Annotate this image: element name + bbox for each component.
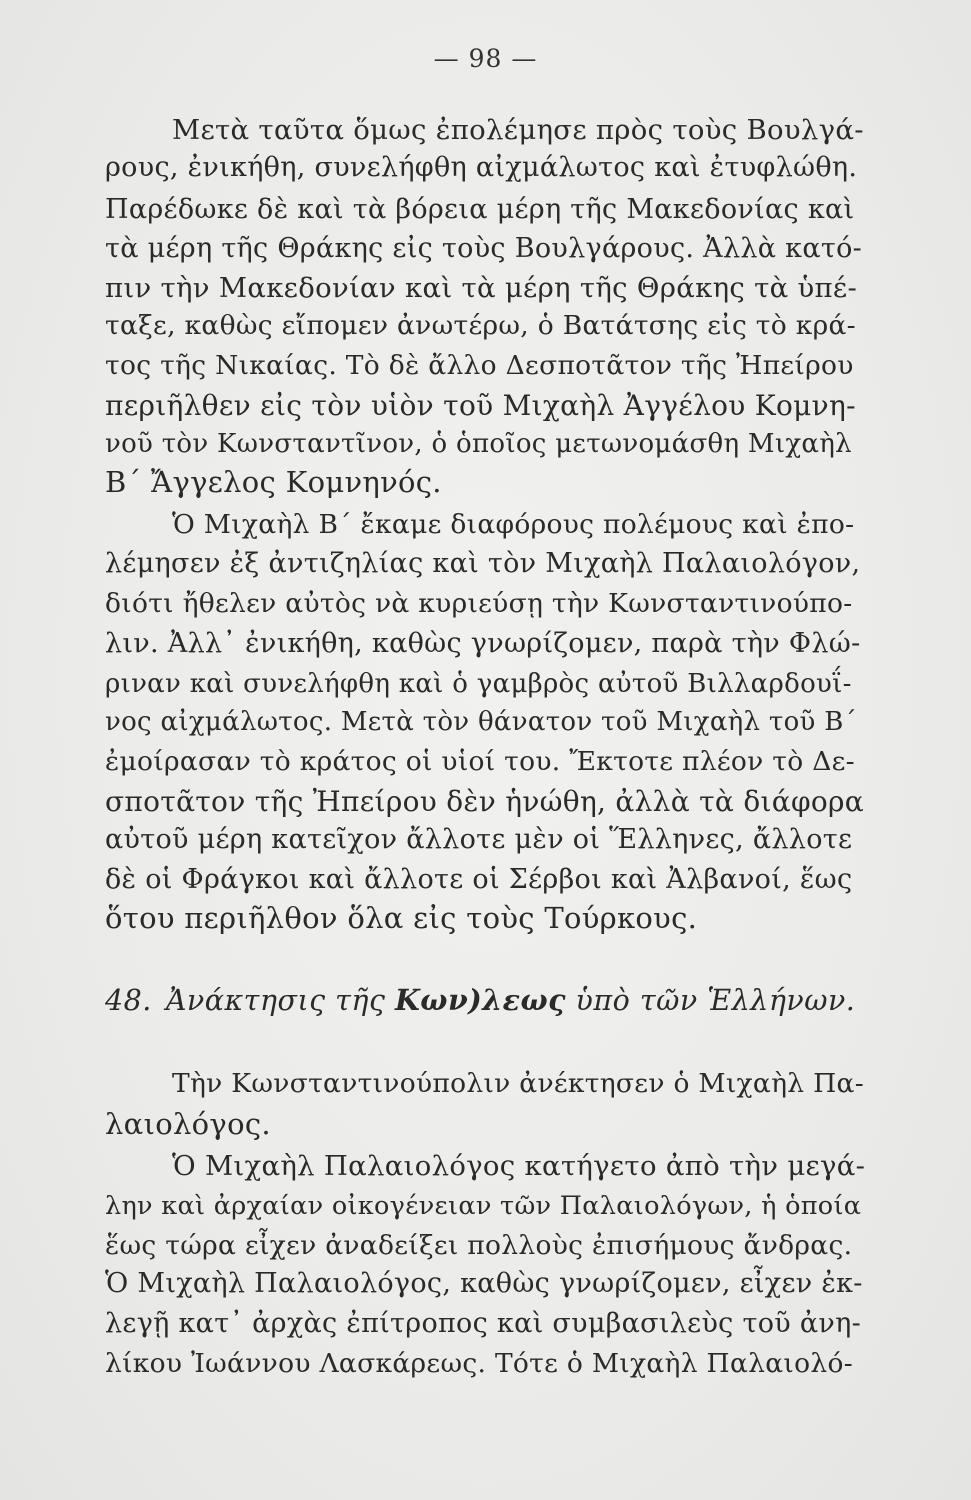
text-line: λίκου Ἰωάννου Λασκάρεως. Τότε ὁ Μιχαὴλ Παλαιολό- xyxy=(105,1348,853,1379)
text-line: νος αἰχμάλωτος. Μετὰ τὸν θάνατον τοῦ Μιχαὴλ τοῦ Β΄ xyxy=(105,707,857,737)
text-line: Ὁ Μιχαὴλ Παλαιολόγος, καθὼς γνωρίζομεν, εἶχεν ἐκ- xyxy=(105,1268,863,1299)
text-line: ὅτου περιῆλθον ὅλα εἰς τοὺς Τούρκους. xyxy=(105,901,698,935)
text-line: Ὁ Μιχαὴλ Β΄ ἔκαμε διαφόρους πολέμους καὶ ἐπο- xyxy=(172,509,855,540)
text-line: πιν τὴν Μακεδονίαν καὶ τὰ μέρη τῆς Θράκης τὰ ὑπέ- xyxy=(105,272,858,304)
section-title-part: Ἀνάκτησις τῆς xyxy=(165,984,396,1017)
text-line: Μετὰ ταῦτα ὅμως ἐπολέμησε πρὸς τοὺς Βουλγά- xyxy=(172,114,864,146)
section-title-abbreviation: Κων)λεως xyxy=(395,983,566,1017)
text-line: ριναν καὶ συνελήφθη καὶ ὁ γαμβρὸς αὐτοῦ Βιλλαρδουΐ- xyxy=(105,669,852,699)
text-line: τος τῆς Νικαίας. Τὸ δὲ ἄλλο Δεσποτᾶτον τῆς Ἠπείρου xyxy=(105,350,854,381)
section-title-part: ὑπὸ τῶν Ἑλλήνων. xyxy=(566,984,856,1017)
text-line: λέμησεν ἐξ ἀντιζηλίας καὶ τὸν Μιχαὴλ Παλαιολόγον, xyxy=(105,548,861,579)
text-line: ἐμοίρασαν τὸ κράτος οἱ υἱοί του. Ἔκτοτε πλέον τὸ Δε- xyxy=(105,746,855,777)
text-line: αὐτοῦ μέρη κατεῖχον ἄλλοτε μὲν οἱ Ἕλληνες, ἄλλοτε xyxy=(105,824,853,855)
text-line: διότι ἤθελεν αὐτὸς νὰ κυριεύσῃ τὴν Κωνσταντινούπο- xyxy=(105,588,853,619)
text-line: Τὴν Κωνσταντινούπολιν ἀνέκτησεν ὁ Μιχαὴλ Πα- xyxy=(172,1068,864,1099)
text-line: δὲ οἱ Φράγκοι καὶ ἄλλοτε οἱ Σέρβοι καὶ Ἀλβανοί, ἕως xyxy=(105,864,853,895)
section-heading xyxy=(105,980,865,1021)
text-line: Παρέδωκε δὲ καὶ τὰ βόρεια μέρη τῆς Μακεδονίας καὶ xyxy=(105,194,855,225)
text-line: τὰ μέρη τῆς Θράκης εἰς τοὺς Βουλγάρους. Ἀλλὰ κατό- xyxy=(105,233,863,264)
text-line: περιῆλθεν εἰς τὸν υἱὸν τοῦ Μιχαὴλ Ἀγγέλου Κομνη- xyxy=(105,389,856,422)
text-line: ρους, ἐνικήθη, συνελήφθη αἰχμάλωτος καὶ ἐτυφλώθη. xyxy=(105,152,858,183)
text-line: Β΄ Ἄγγελος Κομνηνός. xyxy=(105,465,442,499)
page-number: — 98 — xyxy=(433,44,538,73)
text-line: σποτᾶτον τῆς Ἠπείρου δὲν ἡνώθη, ἀλλὰ τὰ διάφορα xyxy=(105,785,865,818)
section-number: 48. xyxy=(105,984,152,1017)
text-line: ἕως τώρα εἶχεν ἀναδείξει πολλοὺς ἐπισήμους ἄνδρας. xyxy=(105,1230,853,1261)
text-line: λιν. Ἀλλ᾽ ἐνικήθη, καθὼς γνωρίζομεν, παρὰ τὴν Φλώ- xyxy=(105,628,861,659)
text-line: Ὁ Μιχαὴλ Παλαιολόγος κατήγετο ἀπὸ τὴν μεγά- xyxy=(172,1150,866,1182)
text-line: λαιολόγος. xyxy=(105,1107,271,1141)
text-line: λεγῇ κατ᾽ ἀρχὰς ἐπίτροπος καὶ συμβασιλεὺς τοῦ ἀνη- xyxy=(105,1308,861,1339)
text-line: ταξε, καθὼς εἴπομεν ἀνωτέρω, ὁ Βατάτσης εἰς τὸ κρά- xyxy=(105,310,856,341)
text-line: λην καὶ ἀρχαίαν οἰκογένειαν τῶν Παλαιολόγων, ἡ ὁποία xyxy=(105,1191,862,1221)
text-line: νοῦ τὸν Κωνσταντῖνον, ὁ ὁποῖος μετωνομάσθη Μιχαὴλ xyxy=(105,429,852,459)
